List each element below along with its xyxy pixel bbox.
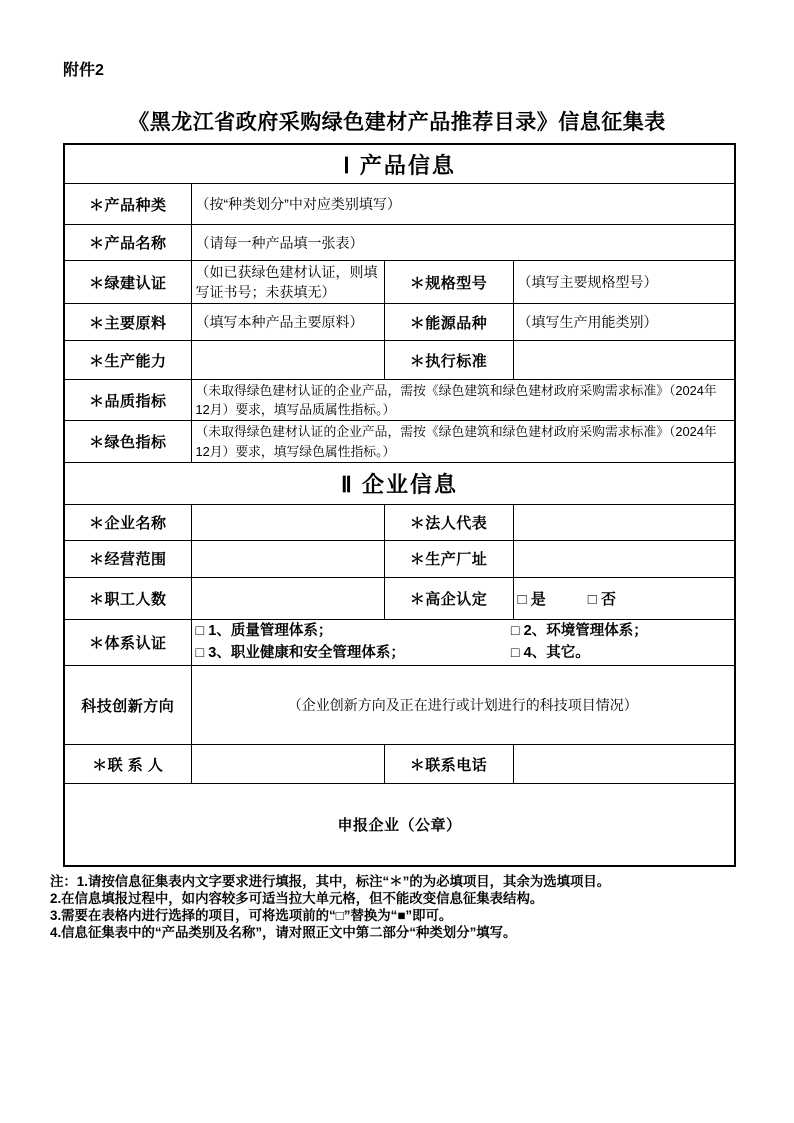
product-category-label: ＊产品种类 [64,184,191,225]
product-name-label: ＊产品名称 [64,225,191,261]
green-index-field[interactable]: （未取得绿色建材认证的企业产品，需按《绿色建筑和绿色建材政府采购需求标准》（2024年12月）要求，填写绿色属性指标。） [191,421,735,462]
product-name-field[interactable]: （请每一种产品填一张表） [191,225,735,261]
system-option-3-checkbox[interactable]: □ 3、职业健康和安全管理体系； [195,644,405,661]
contact-label: ＊联 系 人 [64,745,191,784]
plant-address-field[interactable] [513,540,735,577]
staff-count-row [64,577,735,619]
innovation-row [64,666,735,745]
green-cert-field[interactable]: （如已获绿色建材认证，则填写证书号；未获填无） [191,261,384,304]
spec-model-label: ＊规格型号 [384,261,513,304]
note-line-4: 4.信息征集表中的“产品类别及名称”，请对照正文中第二部分“种类划分”填写。 [50,925,517,940]
innovation-field[interactable]: （企业创新方向及正在进行或计划进行的科技项目情况） [191,666,735,745]
seal-area[interactable]: 申报企业（公章） [64,784,735,867]
business-scope-row [64,540,735,577]
quality-index-field[interactable]: （未取得绿色建材认证的企业产品，需按《绿色建筑和绿色建材政府采购需求标准》（2024年12月）要求，填写品质属性指标。） [191,380,735,421]
staff-count-field[interactable] [191,577,384,619]
hightech-yes-checkbox[interactable]: □ 是 [517,590,546,608]
note-line-2: 2.在信息填报过程中，如内容较多可适当拉大单元格，但不能改变信息征集表结构。 [50,891,544,906]
attachment-label: 附件2 [63,62,104,79]
main-material-label: ＊主要原料 [64,304,191,341]
business-scope-field[interactable] [191,540,384,577]
quality-index-label: ＊品质指标 [64,380,191,421]
enterprise-name-field[interactable] [191,504,384,540]
energy-type-label: ＊能源品种 [384,304,513,341]
section2-header: Ⅱ 企业信息 [64,462,735,504]
system-option-2-checkbox[interactable]: □ 2、环境管理体系； [510,622,648,639]
enterprise-name-label: ＊企业名称 [64,504,191,540]
seal-row [64,784,735,867]
note-line-3: 3.需要在表格内进行选择的项目，可将选项前的“□”替换为“■”即可。 [50,908,453,923]
contact-phone-label: ＊联系电话 [384,745,513,784]
form-table [63,143,736,867]
quality-index-row [64,380,735,421]
hightech-label: ＊高企认定 [384,577,513,619]
spec-model-field[interactable]: （填写主要规格型号） [513,261,735,304]
product-name-row [64,225,735,261]
note-line-1: 注：1.请按信息征集表内文字要求进行填报，其中，标注“＊”的为必填项目，其余为选填项目。 [50,874,611,889]
product-category-field[interactable]: （按“种类划分”中对应类别填写） [191,184,735,225]
contact-row [64,745,735,784]
hightech-no-checkbox[interactable]: □ 否 [587,590,616,608]
hightech-options [513,577,735,619]
innovation-label: 科技创新方向 [64,666,191,745]
system-cert-row [64,619,735,666]
system-cert-options [191,619,735,666]
green-cert-label: ＊绿建认证 [64,261,191,304]
section1-header-row [64,144,735,184]
green-cert-row [64,261,735,304]
legal-rep-label: ＊法人代表 [384,504,513,540]
exec-standard-field[interactable] [513,341,735,380]
product-category-row [64,184,735,225]
system-option-4-checkbox[interactable]: □ 4、其它。 [510,644,590,661]
energy-type-field[interactable]: （填写生产用能类别） [513,304,735,341]
enterprise-name-row [64,504,735,540]
capacity-label: ＊生产能力 [64,341,191,380]
main-material-field[interactable]: （填写本种产品主要原料） [191,304,384,341]
plant-address-label: ＊生产厂址 [384,540,513,577]
system-cert-label: ＊体系认证 [64,619,191,666]
contact-field[interactable] [191,745,384,784]
main-material-row [64,304,735,341]
section1-header: Ⅰ 产品信息 [64,144,735,184]
staff-count-label: ＊职工人数 [64,577,191,619]
green-index-row [64,421,735,462]
system-option-1-checkbox[interactable]: □ 1、质量管理体系； [195,622,333,639]
section2-header-row [64,462,735,504]
exec-standard-label: ＊执行标准 [384,341,513,380]
capacity-row [64,341,735,380]
legal-rep-field[interactable] [513,504,735,540]
business-scope-label: ＊经营范围 [64,540,191,577]
contact-phone-field[interactable] [513,745,735,784]
page-title: 《黑龙江省政府采购绿色建材产品推荐目录》信息征集表 [128,111,666,134]
notes-block [50,873,756,941]
green-index-label: ＊绿色指标 [64,421,191,462]
capacity-field[interactable] [191,341,384,380]
